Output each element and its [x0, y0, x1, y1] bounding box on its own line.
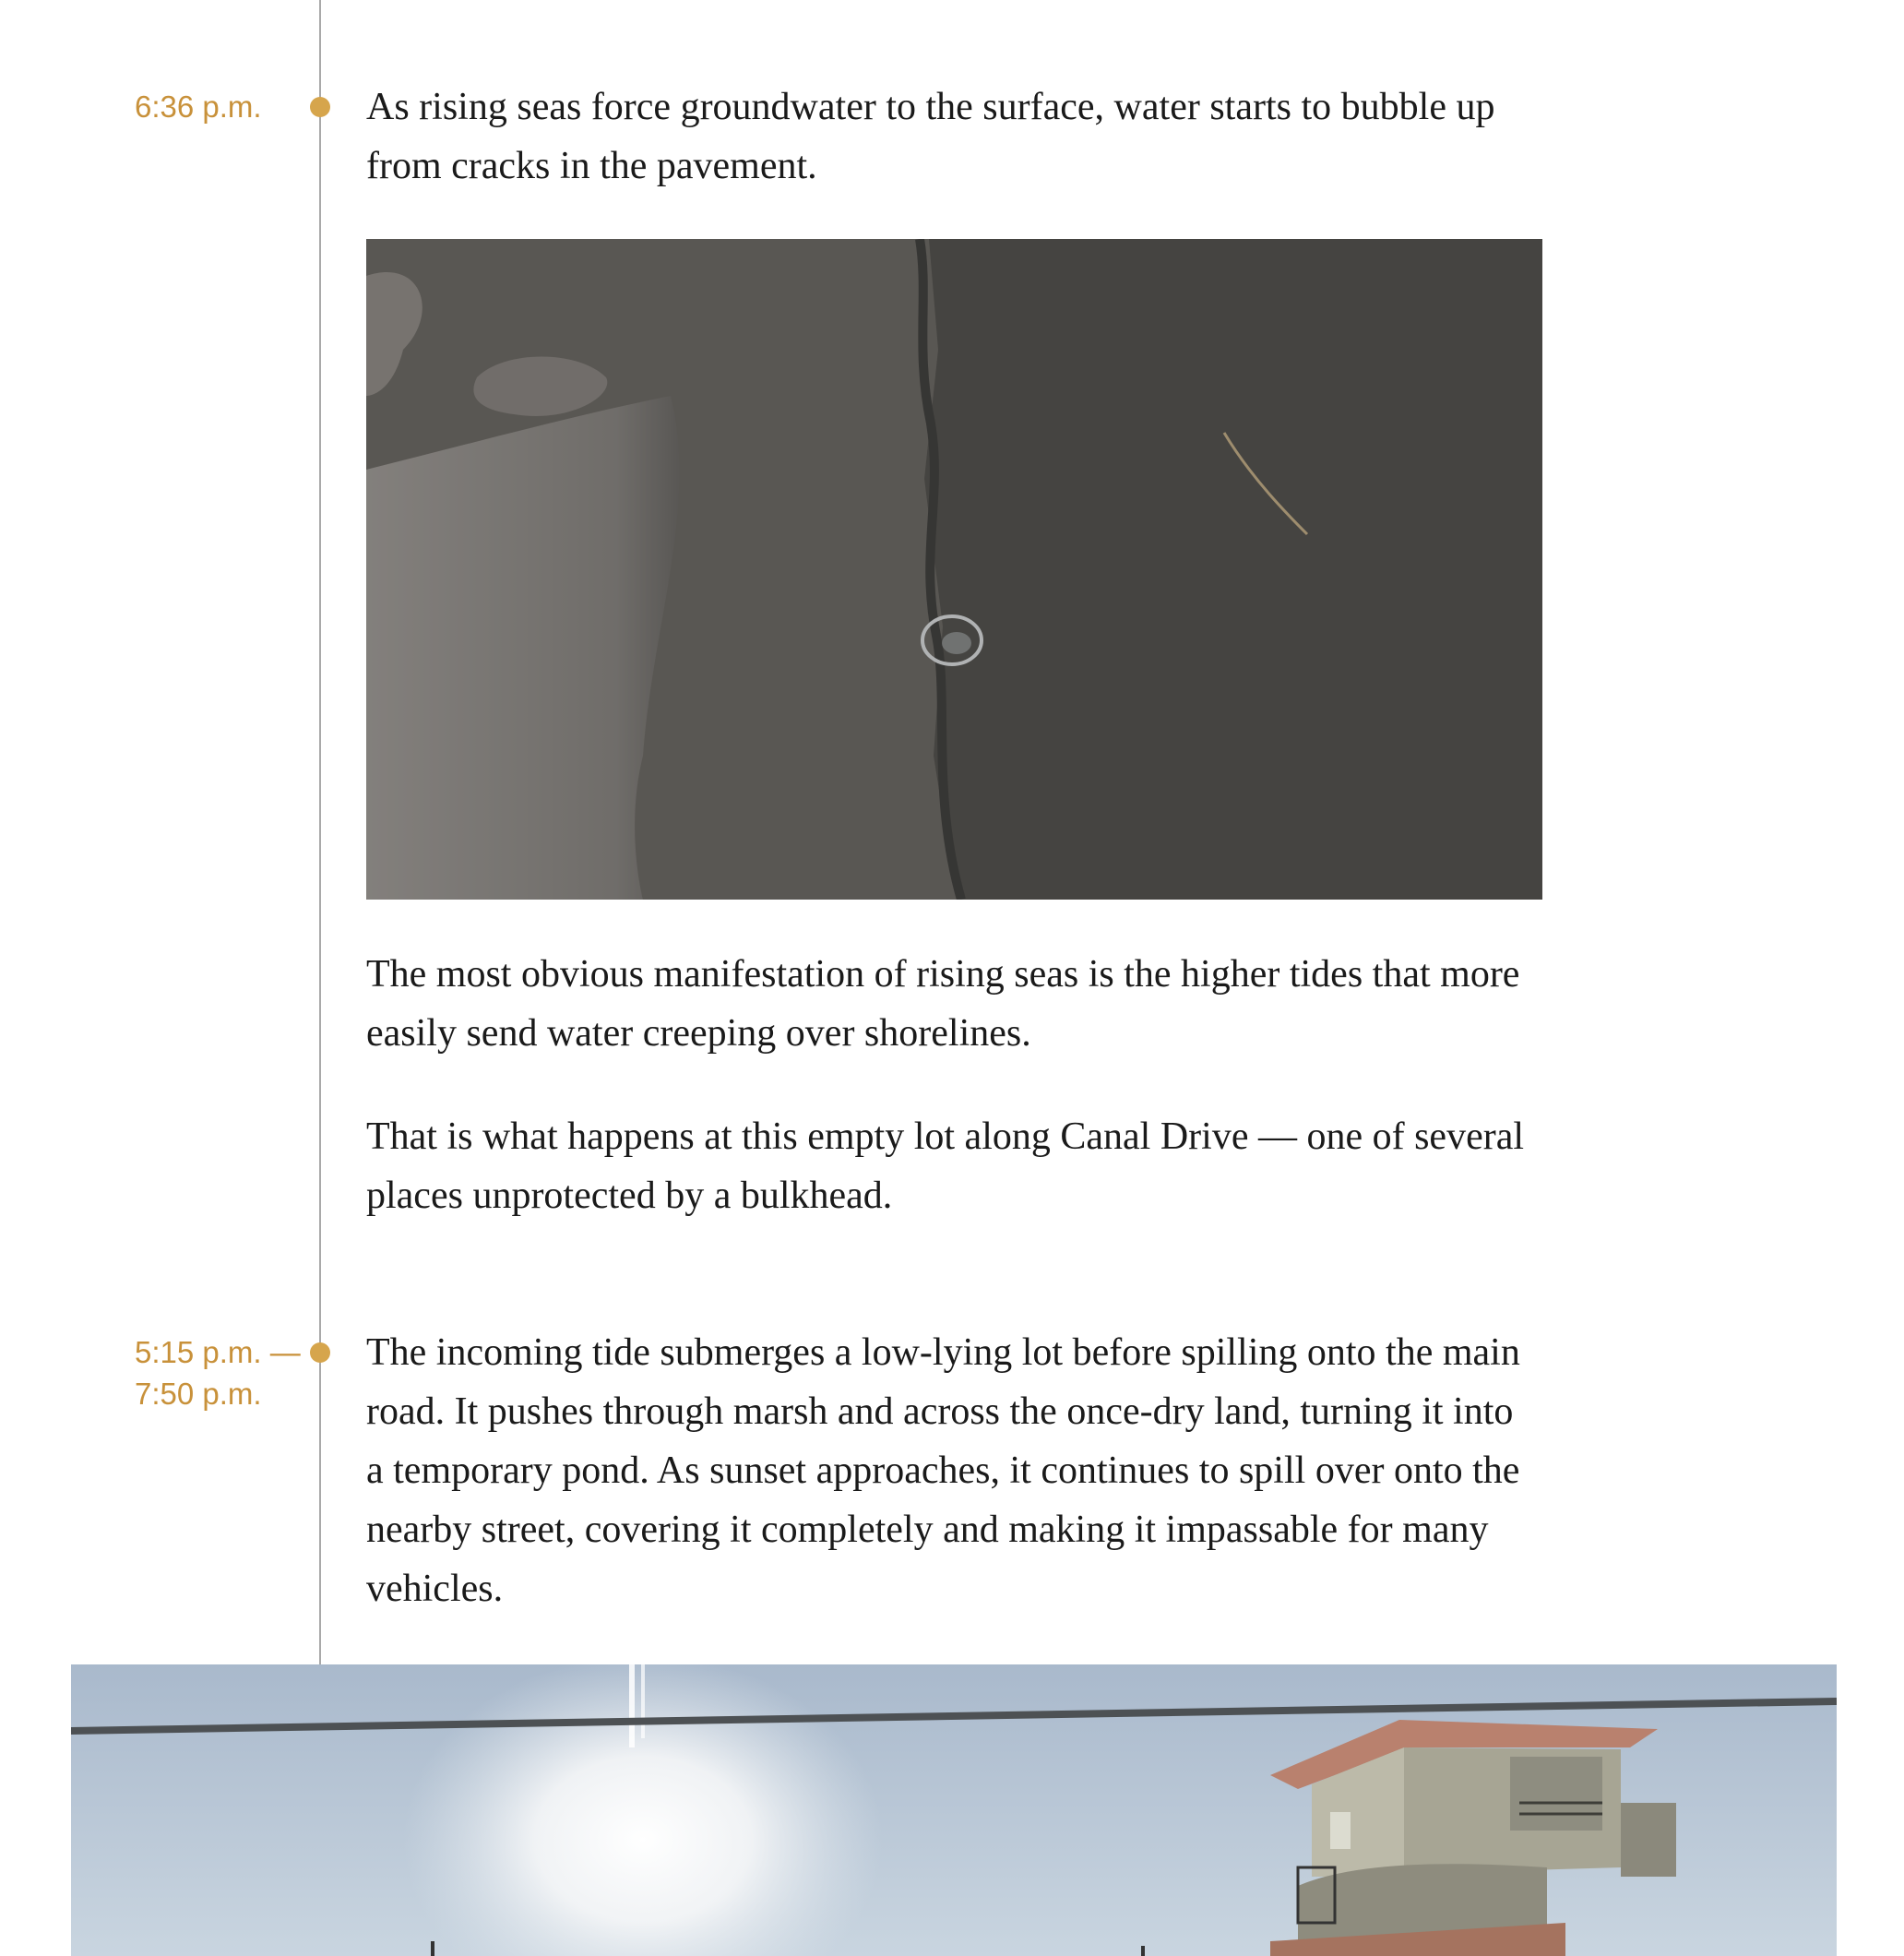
paragraph-canal-drive: That is what happens at this empty lot along Canal Drive — one of several places unprotected by a bulkhead.: [366, 1115, 1525, 1217]
timeline-dot-1: [310, 97, 330, 117]
flooded-lot-photo: [71, 1664, 1837, 1956]
flooded-lot-image: [71, 1664, 1837, 1956]
paragraph-incoming-tide: The incoming tide submerges a low-lying lot before spilling onto the main road. It pushes through marsh and across the once-dry land, turning it into a temporary pond. As sunset approaches, it continues to spill over onto the nearby street, covering it completely and making it impassable for many vehicles.: [366, 1331, 1520, 1610]
paragraph-higher-tides: The most obvious manifestation of rising seas is the higher tides that more easily send water creeping over shorelines.: [366, 953, 1520, 1055]
paragraph-groundwater: As rising seas force groundwater to the surface, water starts to bubble up from cracks in the pavement.: [366, 86, 1495, 187]
timestamp-2-end: 7:50 p.m.: [135, 1377, 262, 1411]
pavement-crack-image: [366, 239, 1542, 900]
timestamp-2-start: 5:15 p.m. —: [135, 1335, 301, 1369]
timeline-dot-2: [310, 1342, 330, 1363]
timestamp-1: 6:36 p.m.: [135, 89, 262, 124]
pavement-crack-photo: [366, 239, 1542, 900]
timeline-line: [319, 0, 321, 1666]
